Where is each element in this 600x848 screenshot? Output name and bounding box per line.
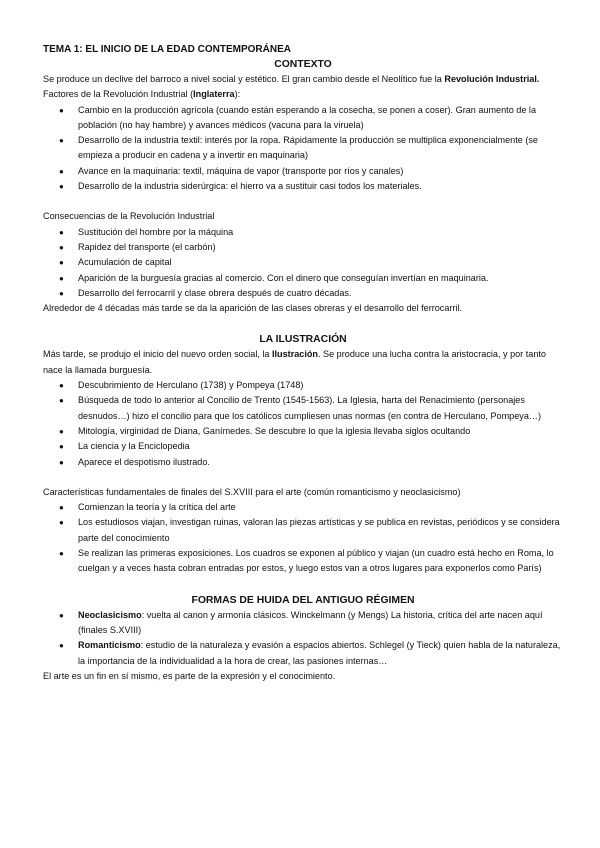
consecuencias-list [43,225,563,301]
bullet-icon: ● [59,258,64,268]
factores-intro: Factores de la Revolución Industrial (Inglaterra): [43,89,241,100]
document-title: TEMA 1: EL INICIO DE LA EDAD CONTEMPORÁNEA [43,44,291,55]
bullet-icon: ● [59,610,64,620]
list-item: ● Los estudiosos viajan, investigan ruinas, valoran las piezas artísticas y se publica en revistas, periódicos y se considera parte del conocimiento [59,517,560,543]
bullet-icon: ● [59,641,64,651]
bullet-icon: ● [59,549,64,559]
bullet-icon: ● [59,503,64,513]
formas-list [43,608,563,669]
bullet-icon: ● [59,518,64,528]
section-heading-ilustracion: LA ILUSTRACIÓN [259,334,347,346]
bullet-icon: ● [59,396,64,406]
ilustracion-intro: Más tarde, se produjo el inicio del nuevo orden social, la Ilustración. Se produce una lucha contra la aristocracia, y por tanto nace la llamada burguesía. [43,349,546,375]
bullet-icon: ● [59,273,64,283]
document-page [43,42,563,684]
factores-list [43,103,563,195]
list-item: ● Rapidez del transporte (el carbón) [43,240,563,255]
bullet-icon: ● [59,136,64,146]
list-item: ● Mitología, virginidad de Diana, Ganímedes. Se descubre lo que la iglesia llevaba siglos ocultando [43,424,563,439]
caracteristicas-intro: Características fundamentales de finales del S.XVIII para el arte (común romanticismo y neoclasicismo) [43,486,461,497]
bullet-icon: ● [59,457,64,467]
list-item: ● Desarrollo del ferrocarril y clase obrera después de cuatro décadas. [43,286,563,301]
list-item: ● Neoclasicismo: vuelta al canon y armonía clásicos. Winckelmann (y Mengs) La historia, crítica del arte nacen aquí (finales S.XVIII) [59,609,543,635]
list-item: ● Acumulación de capital [43,255,563,270]
list-item: ● Búsqueda de todo lo anterior al Concilio de Trento (1545-1563). La Iglesia, harta del Renacimiento (personajes desnudos…) hizo el concilio para que los católicos cumpliesen unas normas (en contra de Herculano, Pompeya…) [59,395,542,421]
contexto-intro: Se produce un declive del barroco a nivel social y estético. El gran cambio desde el Neolítico fue la Revolución Industrial. [43,74,540,84]
caracteristicas-list [43,500,563,576]
bullet-icon: ● [59,182,64,192]
list-item: ● Se realizan las primeras exposiciones. Los cuadros se exponen al público y viajan (un cuadro está hecho en Roma, lo cuelgan y a veces hasta cobran entradas por estos, y luego estos van a otros lugares para exponerlos como París) [59,548,554,574]
bullet-icon: ● [59,166,64,176]
list-item: ● Aparición de la burguesía gracias al comercio. Con el dinero que conseguían invertían en maquinaria. [43,271,563,286]
list-item: ● Romanticismo: estudio de la naturaleza y evasión a espacios abiertos. Schlegel (y Tieck) quien habla de la naturaleza, la importancia de la individualidad a la hora de crear, las pasiones internas… [59,640,561,666]
section-heading-contexto: CONTEXTO [274,59,332,70]
bullet-icon: ● [59,242,64,252]
list-item: ● Desarrollo de la industria siderúrgica: el hierro va a sustituir casi todos los materiales. [43,179,563,194]
bullet-icon: ● [59,227,64,237]
bullet-icon: ● [59,442,64,452]
bullet-icon: ● [59,288,64,298]
contexto-cierre: Alrededor de 4 décadas más tarde se da la aparición de las clases obreras y el desarrollo del ferrocarril. [43,303,463,314]
list-item: ● Comienzan la teoría y la crítica del arte [43,500,563,515]
section-heading-formas: FORMAS DE HUIDA DEL ANTIGUO RÉGIMEN [191,594,415,606]
consecuencias-intro: Consecuencias de la Revolución Industrial [43,211,215,222]
list-item: ● La ciencia y la Enciclopedia [43,439,563,454]
bullet-icon: ● [59,105,64,115]
list-item: ● Descubrimiento de Herculano (1738) y Pompeya (1748) [43,378,563,393]
list-item: ● Aparece el despotismo ilustrado. [43,455,563,470]
ilustracion-list [43,378,563,470]
bullet-icon: ● [59,426,64,436]
bullet-icon: ● [59,381,64,391]
formas-cierre: El arte es un fin en sí mismo, es parte de la expresión y el conocimiento. [43,670,336,681]
list-item: ● Cambio en la producción agrícola (cuando están esperando a la cosecha, se ponen a coser). Gran aumento de la población (no hay hambre) y avances médicos (vacuna para la viruela) [59,104,537,130]
list-item: ● Sustitución del hombre por la máquina [43,225,563,240]
list-item: ● Desarrollo de la industria textil: interés por la ropa. Rápidamente la producción se multiplica exponencialmente (se empieza a producir en cadena y a invertir en maquinaria) [59,135,538,161]
list-item: ● Avance en la maquinaria: textil, máquina de vapor (transporte por ríos y canales) [43,164,563,179]
